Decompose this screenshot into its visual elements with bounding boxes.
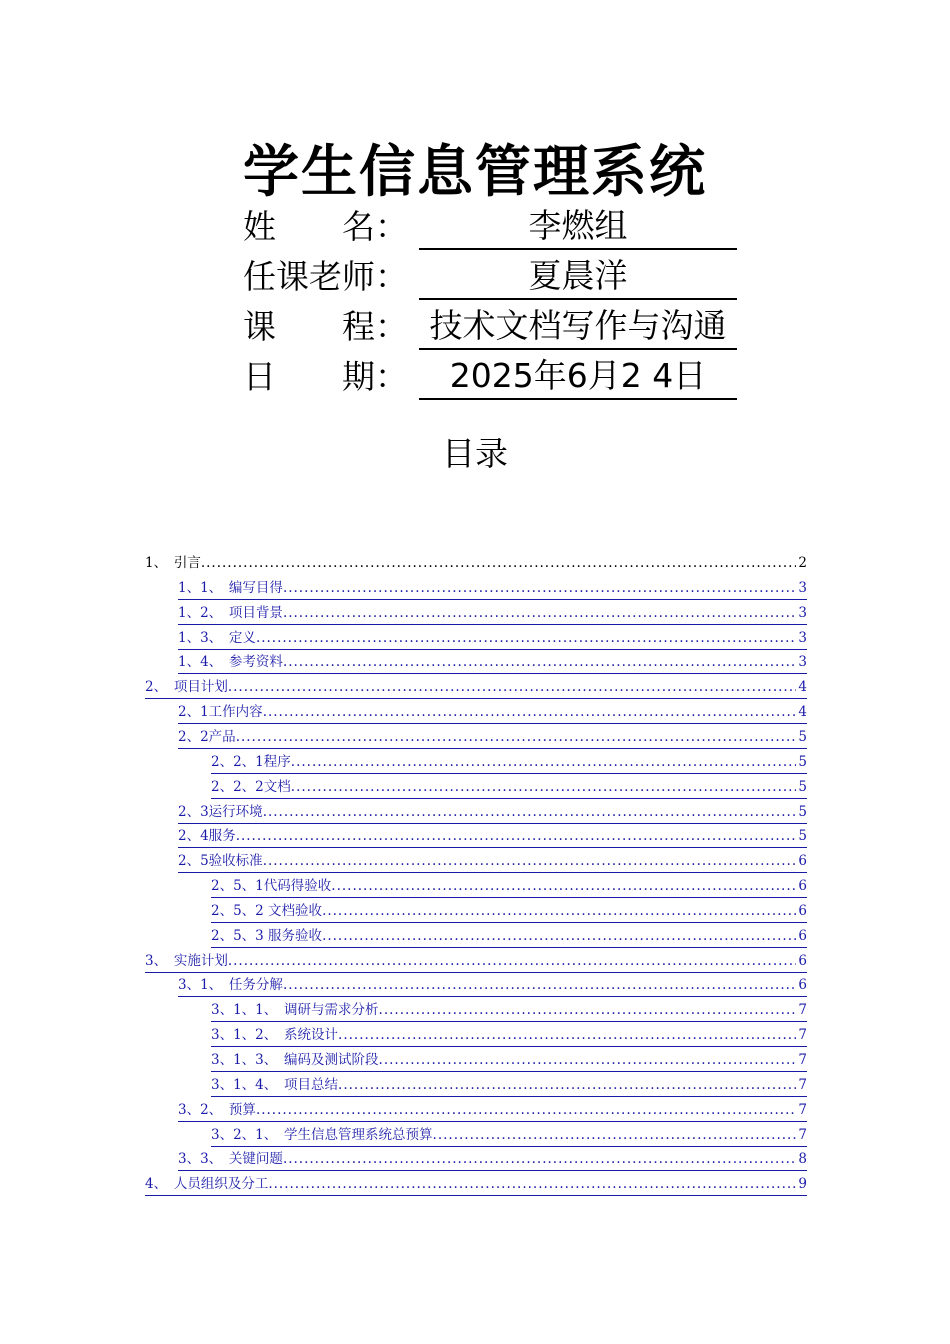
toc-entry[interactable] bbox=[178, 651, 807, 674]
info-value: 夏晨洋 bbox=[419, 254, 737, 300]
toc-leader-dots bbox=[263, 701, 797, 723]
toc-entry-page: 3 bbox=[798, 579, 807, 596]
toc-entry[interactable] bbox=[178, 726, 807, 749]
toc-leader-dots bbox=[283, 577, 796, 599]
toc-entry[interactable] bbox=[211, 999, 807, 1022]
toc-leader-dots bbox=[228, 676, 797, 698]
toc-entry[interactable] bbox=[178, 577, 807, 600]
toc-entry[interactable] bbox=[211, 925, 807, 948]
toc-entry[interactable] bbox=[178, 1148, 807, 1171]
toc-entry-title: 1、1、 编写目得 bbox=[178, 579, 283, 596]
toc-entry-page: 6 bbox=[798, 853, 807, 870]
toc-entry-page: 7 bbox=[798, 1076, 807, 1093]
info-label: 日 期： bbox=[243, 357, 408, 396]
toc-entry[interactable] bbox=[178, 1099, 807, 1122]
toc-entry-title: 3、1、2、 系统设计 bbox=[211, 1027, 339, 1044]
toc-entry-title: 2、3运行环境 bbox=[178, 803, 263, 820]
toc-entry-title: 3、 实施计划 bbox=[145, 952, 228, 969]
toc-entry-page: 9 bbox=[798, 1176, 807, 1193]
toc-entry-page: 7 bbox=[798, 1052, 807, 1068]
toc-entry-page: 6 bbox=[798, 977, 807, 994]
toc-entry-title: 3、2、 预算 bbox=[178, 1101, 256, 1118]
toc-entry-title: 4、 人员组织及分工 bbox=[145, 1176, 269, 1193]
toc-leader-dots bbox=[201, 552, 797, 574]
toc-leader-dots bbox=[379, 999, 797, 1021]
toc-entry-title: 2、2、1程序 bbox=[211, 753, 291, 770]
toc-leader-dots bbox=[338, 1074, 796, 1096]
toc-entry-title: 2、 项目计划 bbox=[145, 679, 228, 696]
toc-leader-dots bbox=[263, 850, 797, 872]
toc-leader-dots bbox=[236, 825, 797, 847]
toc-entry-page: 4 bbox=[798, 679, 807, 696]
info-value: 2025年6月2 4日 bbox=[419, 354, 737, 400]
toc-leader-dots bbox=[256, 1099, 796, 1121]
toc-entry-title: 2、1工作内容 bbox=[178, 704, 263, 721]
toc-entry[interactable] bbox=[178, 602, 807, 625]
toc-entry[interactable] bbox=[211, 1049, 807, 1072]
toc-entry-page: 5 bbox=[798, 728, 807, 745]
toc-entry-page: 6 bbox=[798, 902, 807, 919]
toc-entry-title: 2、5、1代码得验收 bbox=[211, 878, 332, 895]
toc-leader-dots bbox=[283, 602, 796, 624]
toc-entry-page: 8 bbox=[798, 1151, 807, 1168]
toc-leader-dots bbox=[283, 974, 796, 996]
toc-entry-title: 2、2产品 bbox=[178, 728, 236, 745]
toc-title: 目录 bbox=[442, 434, 508, 473]
toc-leader-dots bbox=[256, 627, 796, 649]
toc-entry[interactable] bbox=[211, 1074, 807, 1097]
toc-leader-dots bbox=[291, 751, 797, 773]
toc-leader-dots bbox=[331, 875, 796, 897]
toc-entry[interactable] bbox=[211, 776, 807, 799]
toc-entry-title: 1、 引言 bbox=[145, 555, 201, 571]
toc-entry[interactable] bbox=[211, 1124, 807, 1147]
toc-entry[interactable] bbox=[178, 801, 807, 824]
toc-entry-page: 6 bbox=[798, 878, 807, 895]
info-label: 课 程： bbox=[243, 307, 408, 346]
toc-leader-dots bbox=[322, 900, 796, 922]
toc-entry-page: 3 bbox=[798, 654, 807, 671]
toc-leader-dots bbox=[236, 726, 797, 748]
toc-leader-dots bbox=[433, 1124, 797, 1146]
toc-entry-page: 7 bbox=[798, 1002, 807, 1019]
toc-entry-title: 2、5、2 文档验收 bbox=[211, 902, 323, 919]
toc-entry-title: 2、4服务 bbox=[178, 828, 236, 845]
toc-entry-page: 5 bbox=[798, 753, 807, 770]
toc-entry[interactable] bbox=[211, 751, 807, 774]
toc-leader-dots bbox=[268, 1173, 796, 1195]
toc-leader-dots bbox=[338, 1024, 796, 1046]
toc-entry[interactable] bbox=[178, 627, 807, 650]
toc-entry-page: 5 bbox=[798, 778, 807, 795]
toc-entry-page: 7 bbox=[798, 1101, 807, 1118]
toc-entry-title: 1、4、 参考资料 bbox=[178, 654, 283, 671]
info-value: 李燃组 bbox=[419, 204, 737, 250]
info-row-date bbox=[243, 354, 743, 400]
toc-entry[interactable] bbox=[145, 1173, 807, 1196]
info-row-teacher bbox=[243, 254, 743, 300]
toc-entry[interactable] bbox=[178, 825, 807, 848]
toc-entry-title: 3、3、 关键问题 bbox=[178, 1151, 283, 1168]
toc-entry[interactable] bbox=[211, 875, 807, 898]
toc-entry-page: 3 bbox=[798, 604, 807, 621]
toc-leader-dots bbox=[263, 801, 797, 823]
toc-entry bbox=[145, 552, 807, 574]
info-label: 任课老师： bbox=[243, 257, 408, 296]
toc-entry[interactable] bbox=[178, 974, 807, 997]
toc-entry-page: 6 bbox=[798, 952, 807, 969]
toc-entry-title: 3、1、4、 项目总结 bbox=[211, 1076, 339, 1093]
toc-entry-title: 2、5验收标准 bbox=[178, 853, 263, 870]
info-label: 姓 名： bbox=[243, 207, 408, 246]
info-row-name bbox=[243, 204, 743, 250]
toc-entry[interactable] bbox=[211, 1024, 807, 1047]
toc-entry-page: 5 bbox=[798, 828, 807, 845]
info-value: 技术文档写作与沟通 bbox=[419, 304, 737, 350]
toc-entry[interactable] bbox=[211, 900, 807, 923]
toc-entry[interactable] bbox=[145, 676, 807, 699]
toc-entry-title: 3、2、1、 学生信息管理系统总预算 bbox=[211, 1126, 433, 1143]
info-row-course bbox=[243, 304, 743, 350]
toc-entry-title: 3、1、 任务分解 bbox=[178, 977, 283, 994]
toc-leader-dots bbox=[283, 1148, 796, 1170]
toc-leader-dots bbox=[283, 651, 796, 673]
toc-entry-title: 2、2、2文档 bbox=[211, 778, 291, 795]
toc-entry[interactable] bbox=[178, 701, 807, 724]
toc-entry-page: 4 bbox=[798, 704, 807, 721]
toc-entry-page: 7 bbox=[798, 1126, 807, 1143]
toc-leader-dots bbox=[322, 925, 796, 947]
toc-entry-page: 3 bbox=[798, 629, 807, 646]
toc-entry-title: 1、3、 定义 bbox=[178, 629, 256, 646]
toc-entry-page: 7 bbox=[798, 1027, 807, 1044]
toc-leader-dots bbox=[291, 776, 797, 798]
toc-leader-dots bbox=[228, 950, 797, 972]
toc-leader-dots bbox=[379, 1049, 797, 1071]
toc-entry-page: 5 bbox=[798, 803, 807, 820]
toc-entry-title: 2、5、3 服务验收 bbox=[211, 927, 323, 944]
toc-entry-title: 3、1、3、 编码及测试阶段 bbox=[211, 1052, 379, 1068]
toc-entry-page: 6 bbox=[798, 927, 807, 944]
toc-entry[interactable] bbox=[178, 850, 807, 873]
toc-entry-title: 1、2、 项目背景 bbox=[178, 604, 283, 621]
toc-entry[interactable] bbox=[145, 950, 807, 973]
document-title: 学生信息管理系统 bbox=[243, 140, 707, 205]
toc-entry-page: 2 bbox=[798, 555, 807, 571]
toc-entry-title: 3、1、1、 调研与需求分析 bbox=[211, 1002, 379, 1019]
